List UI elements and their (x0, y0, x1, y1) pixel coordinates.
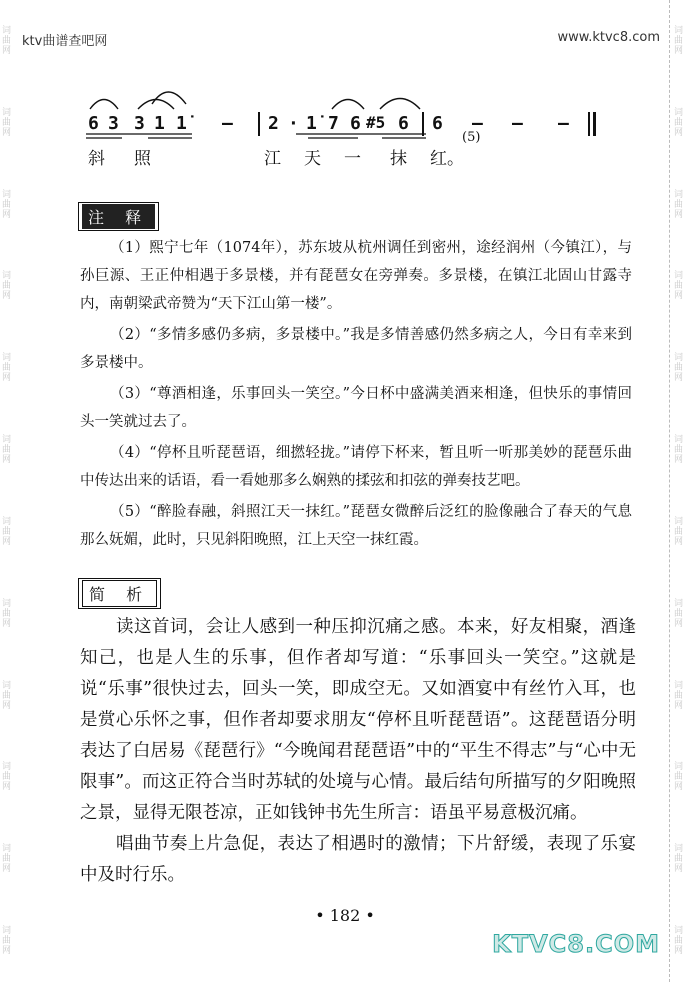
notes-list (80, 234, 632, 557)
score-note: 3 (108, 113, 119, 134)
score-note: 7 (328, 113, 339, 134)
score-note: – (512, 113, 523, 134)
right-margin-watermark: 词曲网 词曲网 词曲网 词曲网 词曲网 词曲网 词曲网 词曲网 词曲网 词曲网 词曲网 词曲网 (674, 25, 684, 957)
score-note: – (472, 113, 483, 134)
note-item: （3）“尊酒相逢，乐事回头一笑空。”今日杯中盛满美酒来相逢，但快乐的事情回头一笑就过去了。 (80, 386, 632, 430)
score-note: 1̇ (176, 113, 187, 134)
lyric-char: 斜 (88, 149, 105, 169)
bar-line (258, 112, 260, 136)
lyric-char: 天 (304, 149, 321, 169)
note-item: （2）“多情多感仍多病，多景楼中。”我是多情善感仍然多病之人，今日有幸来到多景楼中。 (80, 327, 632, 371)
lyric-char: 江 (264, 149, 281, 169)
note-item: （4）“停杯且听琵琶语，细撚轻拢。”请停下杯来，暂且听一听那美妙的琵琶乐曲中传达出来的话语，看一看她那多么娴熟的揉弦和扣弦的弹奏技艺吧。 (80, 445, 632, 489)
score-note: 2 (268, 113, 279, 134)
score-note: – (558, 113, 569, 134)
analysis-body (80, 612, 636, 891)
site-url-header[interactable]: www.ktvc8.com (557, 30, 660, 45)
score-note: 1 (154, 113, 165, 134)
score-note: 1̇ (306, 113, 317, 134)
lyric-char: 一 (344, 149, 361, 169)
site-name-header[interactable]: ktv曲谱查吧网 (22, 34, 108, 49)
lyric-char: 照 (134, 149, 151, 169)
jianpu-score (82, 82, 612, 172)
score-note: 6 (88, 113, 99, 134)
score-note: 6 (432, 113, 443, 134)
score-note: – (222, 113, 233, 134)
score-note: · (288, 113, 299, 134)
score-note: 6 (398, 113, 409, 134)
analysis-section-label: 简 析 (78, 578, 161, 609)
page-edge-dashed-line (669, 0, 670, 982)
analysis-paragraph: 读这首词，会让人感到一种压抑沉痛之感。本来，好友相聚，酒逢知己，也是人生的乐事，但作者却写道：“乐事回头一笑空。”这就是说“乐事”很快过去，回头一笑，即成空无。又如酒宴中有丝竹入耳，也是赏心乐怀之事，但作者却要求朋友“停杯且听琵琶语”。这琵琶语分明表达了白居易《琵琶行》“今晚闻君琵琶语”中的“平生不得志”与“心中无限事”。而这正符合当时苏轼的处境与心情。最后结句所描写的夕阳晚照之景，显得无限苍凉，正如钱钟书先生所言：语虽平易意极沉痛。 (80, 617, 636, 823)
note-item: （5）“醉脸春融，斜照江天一抹红。”琵琶女微醉后泛红的脸像融合了春天的气息那么妩媚，此时，只见斜阳晚照，江上天空一抹红霞。 (80, 504, 632, 548)
site-watermark-logo: KTVC8.COM (492, 930, 660, 958)
footnote-mark: (5) (462, 130, 481, 145)
notes-section-label: 注 释 (78, 202, 159, 231)
note-item: （1）熙宁七年（1074年），苏东坡从杭州调任到密州，途经润州（今镇江），与孙巨源、王正仲相遇于多景楼，并有琵琶女在旁弹奏。多景楼，在镇江北固山甘露寺内，南朝梁武帝赞为“天下江山第一楼”。 (80, 240, 632, 312)
end-bar-line (588, 112, 590, 136)
page-number: • 182 • (315, 906, 375, 925)
score-note: #5 (366, 113, 386, 132)
lyric-char: 抹 (390, 149, 407, 169)
left-margin-watermark: 词曲网 词曲网 词曲网 词曲网 词曲网 词曲网 词曲网 词曲网 词曲网 词曲网 词曲网 词曲网 (2, 25, 12, 957)
lyric-char: 红。 (430, 149, 464, 169)
bar-line (422, 112, 424, 136)
analysis-paragraph: 唱曲节奏上片急促，表达了相遇时的激情；下片舒缓，表现了乐宴中及时行乐。 (80, 834, 636, 885)
score-note: 3 (134, 113, 145, 134)
end-bar-line-thick (593, 112, 596, 136)
score-note: 6 (350, 113, 361, 134)
